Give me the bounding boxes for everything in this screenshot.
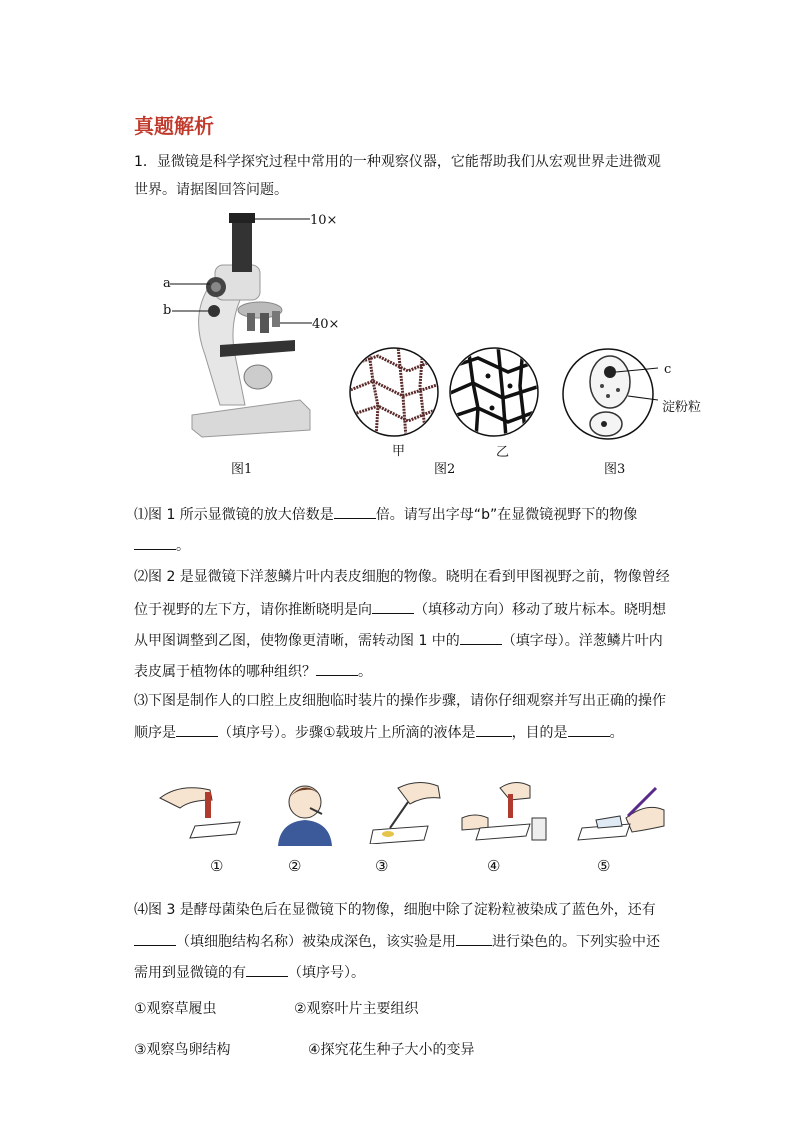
- label-c: c: [664, 362, 672, 377]
- option-2: ②观察叶片主要组织: [294, 1001, 419, 1017]
- part2-line4: 表皮属于植物体的哪种组织？ 。: [134, 661, 372, 682]
- q1-intro-line1: 1．显微镜是科学探究过程中常用的一种观察仪器，它能帮助我们从宏观世界走进微观: [134, 154, 661, 170]
- label-starch: 淀粉粒: [662, 400, 702, 415]
- step5-cover-slip: [576, 778, 666, 846]
- blank-magnification: [334, 504, 376, 519]
- blank-stain: [456, 931, 492, 946]
- option-3: ③观察鸟卵结构: [134, 1042, 231, 1058]
- fig3-caption: 图3: [604, 462, 626, 477]
- part2-line3: 从甲图调整到乙图，使物像更清晰，需转动图 1 中的 （填字母）。洋葱鳞片叶内: [134, 630, 663, 651]
- blank-move-direction: [372, 599, 414, 614]
- part4-line1: ⑷图 3 是酵母菌染色后在显微镜下的物像，细胞中除了淀粉粒被染成了蓝色外，还有: [134, 902, 656, 918]
- step-label-5: ⑤: [597, 857, 611, 875]
- step-label-2: ②: [288, 857, 302, 875]
- label-a: a: [163, 276, 171, 291]
- step-label-3: ③: [375, 857, 389, 875]
- step4-stain: [460, 778, 550, 846]
- step3-smear: [368, 778, 448, 844]
- part1-line2: 。: [134, 535, 190, 556]
- part2-line2: 位于视野的左下方，请你推断晓明是向 （填移动方向）移动了玻片标本。晓明想: [134, 599, 666, 620]
- section-title: 真题解析: [134, 114, 214, 138]
- q1-intro-line2: 世界。请据图回答问题。: [134, 182, 288, 198]
- fig1-caption: 图1: [231, 462, 253, 477]
- label-b: b: [163, 303, 172, 318]
- part2-line1: ⑵图 2 是显微镜下洋葱鳞片叶内表皮细胞的物像。晓明在看到甲图视野之前，物像曾经: [134, 569, 670, 585]
- onion-cell-view-yi: [448, 346, 540, 438]
- step-label-1: ①: [210, 857, 224, 875]
- onion-cell-view-jia: [348, 346, 440, 438]
- step1-drop-liquid: [150, 778, 250, 842]
- option-4: ④探究花生种子大小的变异: [308, 1042, 475, 1058]
- blank-order: [176, 722, 218, 737]
- label-yi: 乙: [496, 445, 510, 460]
- step2-scrape-cheek: [270, 778, 340, 846]
- blank-liquid: [476, 722, 512, 737]
- step-label-4: ④: [487, 857, 501, 875]
- yeast-cell-view: [558, 346, 658, 442]
- blank-b-image: [134, 535, 176, 550]
- part3-line2: 顺序是 （填序号）。步骤①载玻片上所滴的液体是 ，目的是 。: [134, 722, 624, 743]
- blank-purpose: [568, 722, 610, 737]
- option-1: ①观察草履虫: [134, 1001, 217, 1017]
- part4-line2: （填细胞结构名称）被染成深色，该实验是用 进行染色的。下列实验中还: [134, 931, 660, 952]
- eyepiece-magnification: 10×: [310, 213, 338, 228]
- blank-tissue: [316, 661, 358, 676]
- part4-line3: 需用到显微镜的有 （填序号）。: [134, 962, 365, 983]
- part3-line1: ⑶下图是制作人的口腔上皮细胞临时装片的操作步骤，请你仔细观察并写出正确的操作: [134, 693, 666, 709]
- fig2-caption: 图2: [434, 462, 456, 477]
- blank-structure: [134, 931, 176, 946]
- part1-line1: ⑴图 1 所示显微镜的放大倍数是 倍。请写出字母“b”在显微镜视野下的物像: [134, 504, 637, 525]
- blank-letter: [460, 630, 502, 645]
- blank-experiments: [246, 962, 288, 977]
- objective-magnification: 40×: [312, 317, 340, 332]
- label-jia: 甲: [392, 444, 406, 459]
